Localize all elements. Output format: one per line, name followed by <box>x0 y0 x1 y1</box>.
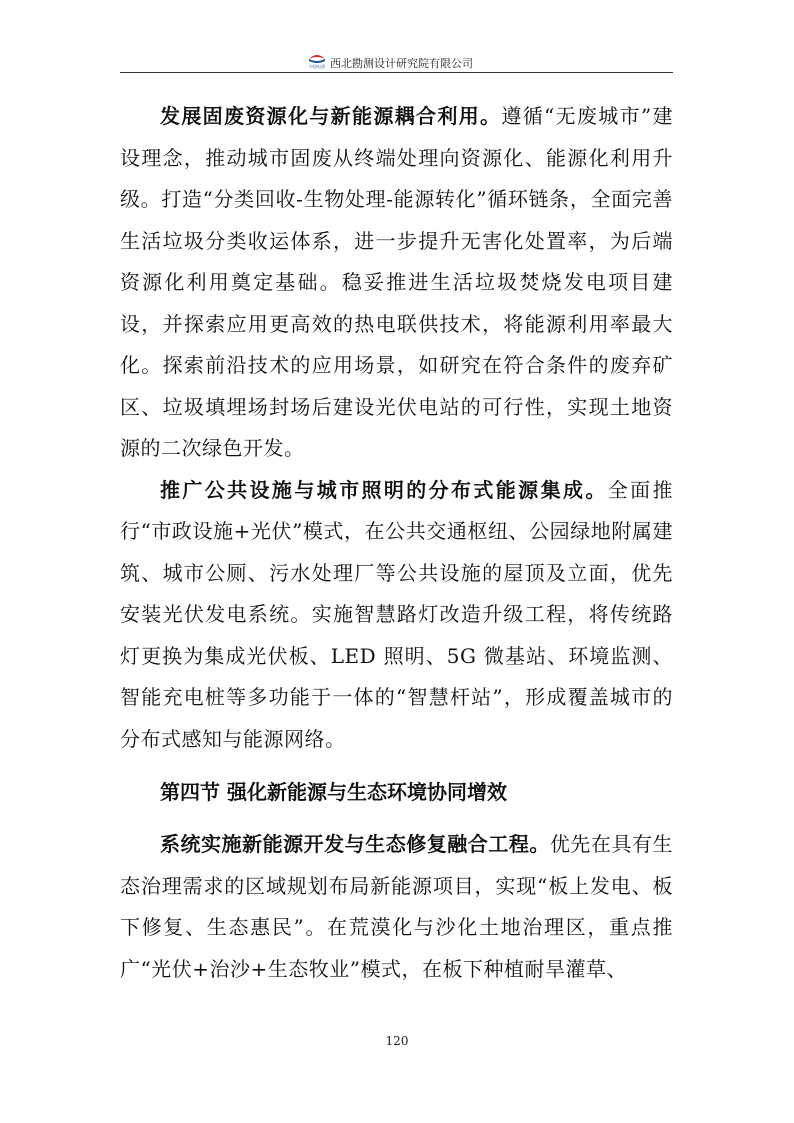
paragraph-lead: 系统实施新能源开发与生态修复融合工程。 <box>160 832 550 856</box>
organization-name: 西北勘测设计研究院有限公司 <box>330 57 473 70</box>
company-logo-icon <box>306 51 328 69</box>
paragraph <box>120 824 673 990</box>
page-header <box>120 46 673 74</box>
section-heading: 第四节 强化新能源与生态环境协同增效 <box>160 780 507 804</box>
paragraph-text: 优先在具有生态治理需求的区域规划布局新能源项目，实现“板上发电、板下修复、生态惠民”。在荒漠化与沙化土地治理区，重点推广“光伏+治沙+生态牧业”模式，在板下种植耐旱灌草、 <box>120 832 674 981</box>
paragraph-lead: 发展固废资源化与新能源耦合利用。 <box>160 104 502 128</box>
paragraph-text: 全面推行“市政设施+光伏”模式，在公共交通枢纽、公园绿地附属建筑、城市公厕、污水处理厂等公共设施的屋顶及立面，优先安装光伏发电系统。实施智慧路灯改造升级工程，将传统路灯更换为集成光伏板、LED 照明、5G 微基站、环境监测、智能充电桩等多功能于一体的“智慧杆站”，形成覆盖城市的分布式感知与能源网络。 <box>120 477 674 751</box>
paragraph <box>120 470 673 761</box>
paragraph-text: 遵循“无废城市”建设理念，推动城市固废从终端处理向资源化、能源化利用升级。打造“分类回收-生物处理-能源转化”循环链条，全面完善生活垃圾分类收运体系，进一步提升无害化处置率，为后端资源化利用奠定基础。稳妥推进生活垃圾焚烧发电项目建设，并探索应用更高效的热电联供技术，将能源利用率最大化。探索前沿技术的应用场景，如研究在符合条件的废弃矿区、垃圾填埋场封场后建设光伏电站的可行性，实现土地资源的二次绿色开发。 <box>120 104 674 460</box>
paragraph-lead: 推广公共设施与城市照明的分布式能源集成。 <box>160 477 608 502</box>
page-number: 120 <box>385 1034 409 1048</box>
header-divider <box>120 72 673 73</box>
logo-text: 中国电建 <box>309 64 325 69</box>
paragraph <box>120 96 673 470</box>
document-body <box>120 96 673 990</box>
